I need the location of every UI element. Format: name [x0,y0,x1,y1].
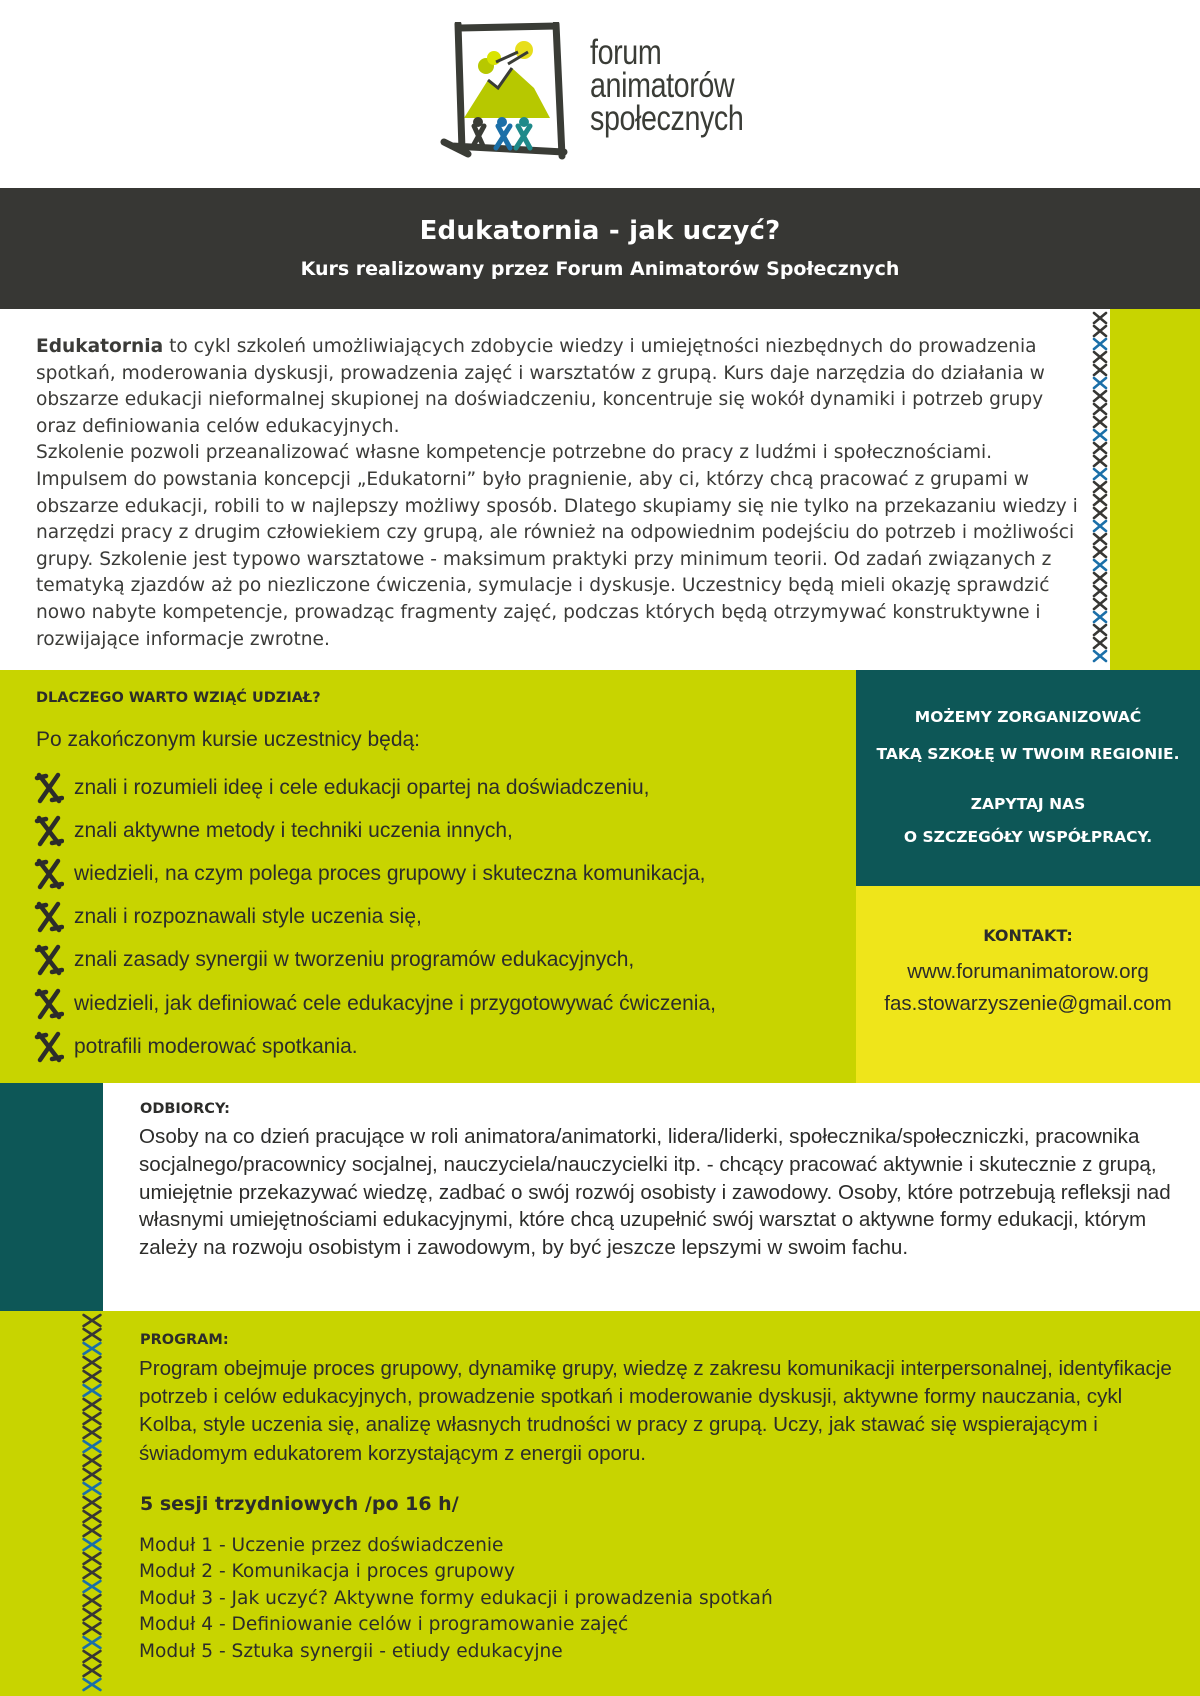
benefit-list-item [34,1025,716,1068]
stitch-mark [84,1609,101,1620]
stitch-mark [1094,495,1106,505]
module-list-item: Moduł 2 - Komunikacja i proces grupowy [139,1561,515,1583]
stitch-mark [84,1511,101,1522]
intro-section [0,309,1200,670]
contact-title: KONTAKT: [983,926,1073,945]
benefit-text: znali i rozumieli ideę i cele edukacji opartej na doświadczeniu, [74,775,650,799]
stitch-mark [1094,612,1106,622]
stitch-mark [1094,430,1106,440]
stitch-mark [1094,638,1106,648]
stitch-mark [84,1455,101,1466]
benefit-list-item [34,766,716,809]
stitch-mark [84,1427,101,1438]
cta-line-2: TAKĄ SZKOŁĘ W TWOIM REGIONIE. [876,745,1180,763]
stitch-mark [84,1539,101,1550]
audience-title: ODBIORCY: [140,1101,230,1117]
stitch-mark [84,1651,101,1662]
cta-line-3: ZAPYTAJ NAS [970,795,1086,813]
stitch-mark [1094,534,1106,544]
benefit-list-item [34,809,716,852]
stitch-mark [84,1441,101,1452]
stitch-mark [1094,560,1106,570]
stitch-mark [84,1595,101,1606]
course-subtitle: Kurs realizowany przez Forum Animatorów Społecznych [300,258,900,280]
stitch-mark [84,1385,101,1396]
cross-stitch-icon [34,987,64,1021]
stitch-mark [1094,469,1106,479]
stitch-mark [84,1483,101,1494]
organize-cta-panel [856,670,1200,886]
decorative-green-band [1110,309,1200,670]
stitch-mark [1094,573,1106,583]
logo-line-1: forum [590,33,662,72]
stitch-mark [1094,326,1106,336]
stitch-mark [1094,625,1106,635]
stitch-mark [1094,352,1106,362]
cross-stitch-icon [78,1311,106,1696]
stitch-mark [84,1581,101,1592]
logo-line-3: społecznych [590,99,744,138]
stitch-mark [1094,508,1106,518]
module-list-item: Moduł 5 - Sztuka synergii - etiudy edukacyjne [139,1640,563,1662]
benefit-text: potrafili moderować spotkania. [74,1034,358,1058]
stitch-mark [1094,313,1106,323]
stitch-mark [84,1679,101,1690]
stitch-mark [84,1665,101,1676]
stitch-mark [84,1469,101,1480]
program-section [0,1311,1200,1696]
stitch-mark [84,1343,101,1354]
benefits-list [34,766,716,1068]
cross-stitch-icon [34,900,64,934]
program-title: PROGRAM: [140,1332,229,1348]
intro-text-2: Szkolenie pozwoli przeanalizować własne kompetencje potrzebne do pracy z ludźmi i społecznościami. Impulsem do powstania koncepcji „Edukatorni” było pragnienie, aby ci, którzy chcą pracować z grupami w obszarze edukacji, robili to w najlepszy możliwy sposób. Dlatego skupiamy się nie tylko na przekazaniu wiedzy i narzędzi pracy z drugim człowiekiem czy grupą, ale również na odpowiednim podejściu do potrzeb i możliwości grupy. Szkolenie jest typowo warsztatowe - maksimum praktyki przy minimum teorii. Od zadań związanych z tematyką zjazdów aż po niezliczone ćwiczenia, symulacje i dyskusje. Uczestnicy będą mieli okazję sprawdzić nowo nabyte kompetencje, prowadząc fragmenty zajęć, podczas których będą otrzymywać konstruktywne i rozwijające informacje zwrotne. [36,442,1078,650]
module-list-item: Moduł 1 - Uczenie przez doświadczenie [139,1535,504,1556]
benefit-text: znali aktywne metody i techniki uczenia innych, [74,818,513,842]
contact-email-link[interactable]: fas.stowarzyszenie@gmail.com [884,992,1172,1015]
stitch-mark [1094,521,1106,531]
stitch-mark [84,1329,101,1340]
why-attend-title: DLACZEGO WARTO WZIĄĆ UDZIAŁ? [36,690,321,706]
course-title: Edukatornia - jak uczyć? [419,216,781,246]
stitch-mark [84,1497,101,1508]
stitch-mark [1094,378,1106,388]
intro-bold-lead: Edukatornia [36,336,164,357]
stitch-mark [84,1553,101,1564]
cross-stitch-icon [34,814,64,848]
contact-panel [856,886,1200,1083]
benefit-text: wiedzieli, jak definiować cele edukacyjne i przygotowywać ćwiczenia, [74,991,716,1015]
cta-line-1: MOŻEMY ZORGANIZOWAĆ [914,708,1142,726]
stitch-mark [1094,404,1106,414]
stitch-mark [1094,586,1106,596]
module-list-item: Moduł 4 - Definiowanie celów i programowanie zajęć [139,1614,629,1636]
audience-text: Osoby na co dzień pracujące w roli animatora/animatorki, lidera/liderki, społecznika/społeczniczki, pracownika socjalnego/pracownicy socjalnej, nauczyciela/nauczycielki itp. - chcący pracować aktywnie i skutecznie z grupą, umiejętnie przekazywać wiedzę, zadbać o swój rozwój osobisty i zawodowy. Osoby, które potrzebują refleksji nad własnymi umiejętnościami edukacyjnymi, które chcą uzupełnić swój warsztat o aktywne formy edukacji, którym zależy na rozwoju osobistym i zawodowym, by być jeszcze lepszymi w swoim fachu. [139,1125,1171,1260]
stitch-mark [84,1371,101,1382]
benefit-list-item [34,896,716,939]
cross-stitch-icon [34,943,64,977]
stitch-mark [1094,456,1106,466]
cta-line-4: O SZCZEGÓŁY WSPÓŁPRACY. [903,828,1153,846]
benefit-text: wiedzieli, na czym polega proces grupowy i skuteczna komunikacja, [74,861,706,885]
logo-wordmark [590,33,744,138]
stitch-mark [1094,547,1106,557]
contact-website-link[interactable]: www.forumanimatorow.org [907,960,1149,983]
benefit-list-item [34,852,716,895]
stitch-mark [84,1623,101,1634]
stitch-mark [84,1637,101,1648]
stitch-mark [84,1399,101,1410]
intro-paragraph [36,334,1088,653]
audience-section [103,1083,1200,1311]
stitch-mark [1094,651,1106,661]
cross-stitch-icon [34,771,64,805]
mountain-people-logo-icon [438,22,588,160]
cross-stitch-icon [34,1030,64,1064]
stitch-mark [1094,417,1106,427]
benefit-text: znali i rozpoznawali style uczenia się, [74,905,422,929]
module-list-item: Moduł 3 - Jak uczyć? Aktywne formy edukacji i prowadzenia spotkań [139,1587,773,1609]
stitch-mark [1094,599,1106,609]
benefit-text: znali zasady synergii w tworzeniu programów edukacyjnych, [74,948,635,972]
intro-text-1: to cykl szkoleń umożliwiających zdobycie wiedzy i umiejętności niezbędnych do prowadzenia spotkań, moderowania dyskusji, prowadzenia zajęć i warsztatów z grupą. Kurs daje narzędzia do działania w obszarze edukacji nieformalnej skupionej na doświadczeniu, koncentruje się wokół dynamiki i potrzeb grupy oraz definiowania celów edukacyjnych. [36,336,1045,437]
logo-line-2: animatorów [590,66,735,105]
stitch-mark [1094,482,1106,492]
why-attend-section [0,670,856,1083]
stitch-mark [84,1567,101,1578]
stitch-mark [1094,443,1106,453]
why-attend-lead: Po zakończonym kursie uczestnicy będą: [36,728,421,751]
cross-stitch-icon [34,857,64,891]
stitch-mark [1094,339,1106,349]
cross-stitch-icon [1090,309,1110,670]
organization-logo [438,22,778,160]
header-banner [0,188,1200,309]
benefit-list-item [34,982,716,1025]
program-text: Program obejmuje proces grupowy, dynamikę grupy, wiedzę z zakresu komunikacji interpersonalnej, identyfikacje potrzeb i celów edukacyjnych, prowadzenie spotkań i moderowanie dyskusji, aktywne formy nauczania, cykl Kolba, style uczenia się, analizę własnych trudności w pracy z grupą. Uczy, jak stawać się wspierającym i świadomym edukatorem korzystającym z energii oporu. [139,1357,1172,1465]
benefit-list-item [34,939,716,982]
modules-list [139,1533,773,1665]
teal-side-bar [0,1083,103,1311]
program-sessions: 5 sesji trzydniowych /po 16 h/ [140,1493,459,1515]
stitch-mark [1094,365,1106,375]
stitch-mark [84,1525,101,1536]
stitch-mark [84,1413,101,1424]
stitch-mark [84,1315,101,1326]
cross-stitch-stripe [1090,309,1110,670]
stitch-mark [1094,391,1106,401]
stitch-mark [84,1357,101,1368]
